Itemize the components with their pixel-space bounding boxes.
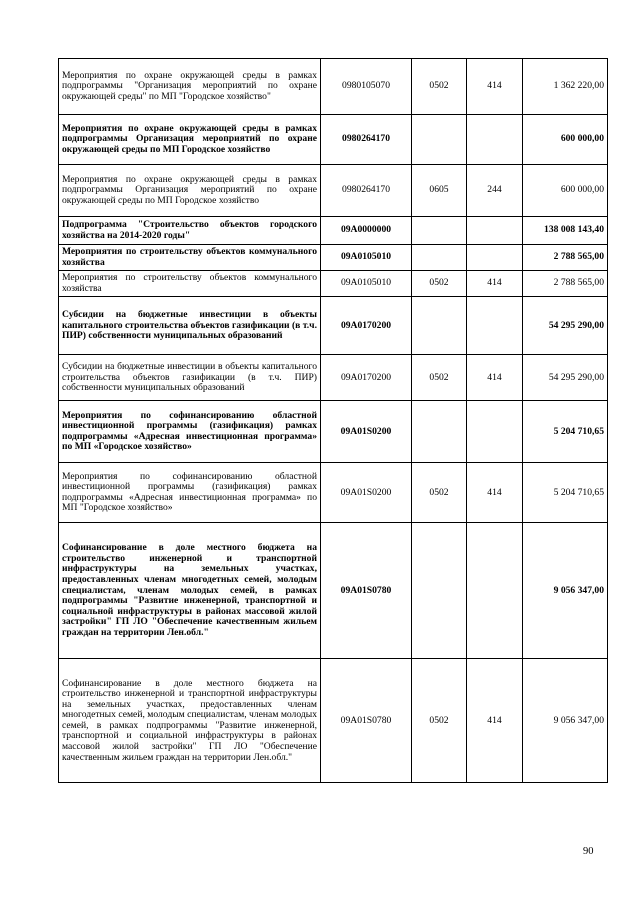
row-section-cell: 0605 <box>412 165 467 217</box>
row-type-cell <box>467 523 523 659</box>
table-row <box>59 217 608 245</box>
budget-table <box>58 58 608 783</box>
row-name-cell: Мероприятия по строительству объектов коммунального хозяйства <box>59 271 321 297</box>
row-amount-cell: 2 788 565,00 <box>523 271 608 297</box>
row-amount-cell: 1 362 220,00 <box>523 59 608 115</box>
row-name-cell: Подпрограмма "Строительство объектов городского хозяйства на 2014-2020 годы" <box>59 217 321 245</box>
row-code-cell: 0980105070 <box>321 59 412 115</box>
row-amount-cell: 5 204 710,65 <box>523 463 608 523</box>
row-name-cell: Софинансирование в доле местного бюджета на строительство инженерной и транспортной инфраструктуры на земельных участках, предоставленных членам многодетных семей, молодым специалистам, членам молодых семей, в рамках подпрограммы "Развитие инженерной, транспортной и социальной инфраструктуры в районах массовой жилой застройки" ГП ЛО "Обеспечение качественным жильем граждан на территории Лен.обл." <box>59 523 321 659</box>
table-row <box>59 297 608 355</box>
row-code-cell: 09А0170200 <box>321 355 412 401</box>
table-row <box>59 115 608 165</box>
row-type-cell: 414 <box>467 659 523 783</box>
row-amount-cell: 600 000,00 <box>523 115 608 165</box>
row-amount-cell: 5 204 710,65 <box>523 401 608 463</box>
table-row <box>59 401 608 463</box>
row-type-cell: 414 <box>467 463 523 523</box>
table-row <box>59 59 608 115</box>
row-type-cell <box>467 401 523 463</box>
row-section-cell: 0502 <box>412 463 467 523</box>
row-amount-cell: 138 008 143,40 <box>523 217 608 245</box>
row-type-cell: 414 <box>467 271 523 297</box>
row-section-cell: 0502 <box>412 59 467 115</box>
row-section-cell <box>412 115 467 165</box>
row-amount-cell: 54 295 290,00 <box>523 297 608 355</box>
row-code-cell: 09А0170200 <box>321 297 412 355</box>
table-row <box>59 165 608 217</box>
table-row <box>59 271 608 297</box>
row-code-cell: 0980264170 <box>321 115 412 165</box>
row-name-cell: Мероприятия по софинансированию областной инвестиционной программы (газификация) рамках подпрограммы «Адресная инвестиционная программа» по МП "Городское хозяйство» <box>59 463 321 523</box>
row-section-cell: 0502 <box>412 271 467 297</box>
row-name-cell: Мероприятия по софинансированию областной инвестиционной программы (газификация) рамках подпрограммы «Адресная инвестиционная программа» по МП «Городское хозяйство» <box>59 401 321 463</box>
row-code-cell: 09А0000000 <box>321 217 412 245</box>
row-code-cell: 0980264170 <box>321 165 412 217</box>
row-section-cell <box>412 297 467 355</box>
row-name-cell: Субсидии на бюджетные инвестиции в объекты капитального строительства объектов газификации (в т.ч. ПИР) собственности муниципальных образований <box>59 355 321 401</box>
row-name-cell: Мероприятия по охране окружающей среды в рамках подпрограммы Организация мероприятий по охране окружающей среды по МП Городское хозяйство <box>59 115 321 165</box>
budget-table-body <box>59 59 608 783</box>
row-code-cell: 09А01S0200 <box>321 463 412 523</box>
row-section-cell <box>412 245 467 271</box>
table-row <box>59 659 608 783</box>
row-section-cell: 0502 <box>412 355 467 401</box>
row-section-cell <box>412 523 467 659</box>
row-type-cell <box>467 115 523 165</box>
row-amount-cell: 9 056 347,00 <box>523 659 608 783</box>
row-amount-cell: 9 056 347,00 <box>523 523 608 659</box>
row-name-cell: Мероприятия по строительству объектов коммунального хозяйства <box>59 245 321 271</box>
row-type-cell: 244 <box>467 165 523 217</box>
row-name-cell: Субсидии на бюджетные инвестиции в объекты капитального строительства объектов газификации (в т.ч. ПИР) собственности муниципальных образований <box>59 297 321 355</box>
row-amount-cell: 2 788 565,00 <box>523 245 608 271</box>
row-name-cell: Софинансирование в доле местного бюджета на строительство инженерной и транспортной инфраструктуры на земельных участках, предоставленных членам многодетных семей, молодым специалистам, членам молодых семей, в рамках подпрограммы "Развитие инженерной, транспортной и социальной инфраструктуры в районах массовой жилой застройки" ГП ЛО "Обеспечение качественным жильем граждан на территории Лен.обл." <box>59 659 321 783</box>
page-number: 90 <box>583 846 594 857</box>
row-section-cell <box>412 401 467 463</box>
table-row <box>59 245 608 271</box>
row-section-cell: 0502 <box>412 659 467 783</box>
table-row <box>59 355 608 401</box>
table-row <box>59 463 608 523</box>
table-row <box>59 523 608 659</box>
row-code-cell: 09А01S0200 <box>321 401 412 463</box>
row-section-cell <box>412 217 467 245</box>
row-code-cell: 09А01S0780 <box>321 659 412 783</box>
row-type-cell <box>467 297 523 355</box>
row-code-cell: 09А01S0780 <box>321 523 412 659</box>
row-type-cell <box>467 217 523 245</box>
row-code-cell: 09А0105010 <box>321 245 412 271</box>
row-type-cell: 414 <box>467 59 523 115</box>
row-code-cell: 09А0105010 <box>321 271 412 297</box>
row-type-cell: 414 <box>467 355 523 401</box>
row-amount-cell: 54 295 290,00 <box>523 355 608 401</box>
row-amount-cell: 600 000,00 <box>523 165 608 217</box>
row-type-cell <box>467 245 523 271</box>
row-name-cell: Мероприятия по охране окружающей среды в рамках подпрограммы Организация мероприятий по охране окружающей среды по МП Городское хозяйство <box>59 165 321 217</box>
row-name-cell: Мероприятия по охране окружающей среды в рамках подпрограммы "Организация мероприятий по охране окружающей среды" по МП "Городское хозяйство" <box>59 59 321 115</box>
